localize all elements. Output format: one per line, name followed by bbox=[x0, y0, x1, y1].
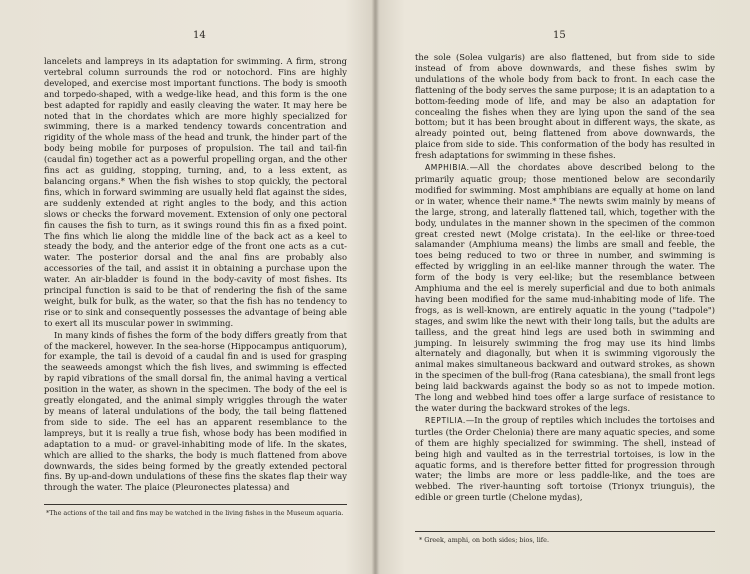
reptilia-section bbox=[415, 415, 715, 503]
amphibia-section bbox=[415, 162, 715, 414]
section-heading: AMPHIBIA. bbox=[425, 163, 470, 173]
body-text bbox=[415, 52, 715, 503]
page-number: 15 bbox=[553, 30, 566, 41]
paragraph: lancelets and lampreys in its adaptation for swimming. A firm, strong vertebral column surrounds the rod or notochord. Fins are highly developed, and exercise most important functions. The body is smooth and torpedo-shaped, with a wedge-like head, and this form is the one best adapted for rapidly and easily cleaving the water. It may here be noted that in the chordates which are more highly specialized for swimming, there is a marked tendency towards concentration and rigidity of the whole mass of the head and trunk, the hinder part of the body being mobile for purposes of propulsion. The tail and tail-fin (caudal fin) together act as a powerful propelling organ, and the other fins act as guiding, stopping, turning, and, to a less extent, as balancing organs.* When the fish wishes to stop quickly, the pectoral fins, which in forward swimming are usually held flat against the sides, are suddenly extended at right angles to the body, and this action slows or checks the forward movement. Extension of only one pectoral fin causes the fish to turn, as it swings round this fin as a fixed point. The fins which lie along the middle line of the back act as a keel to steady the body, and the anterior edge of the front one acts as a cut-water. The posterior dorsal and the anal fins are probably also accessories of the tail, and assist it in obtaining a purchase upon the water. An air-bladder is found in the body-cavity of most fishes. Its principal function is said to be that of rendering the fish of the same weight, bulk for bulk, as the water, so that the fish has no tendency to rise or to sink and consequently possesses the advantage of being able to exert all its muscular power in swimming. bbox=[44, 56, 347, 328]
paragraph: In many kinds of fishes the form of the body differs greatly from that of the mackerel, however. In the sea-horse (Hippocampus antiquorum), for example, the tail is devoid of a caudal fin and is used for grasping the seaweeds amongst which the fish lives, and swimming is effected by rapid vibrations of the small dorsal fin, the animal having a vertical position in the water, as shown in the specimen. The body of the eel is greatly elongated, and the animal simply wriggles through the water by means of lateral undulations of the body, the tail being flattened from side to side. The eel has an apparent resemblance to the lampreys, but it is really a true fish, whose body has been modified in adaptation to a mud- or gravel-inhabiting mode of life. In the skates, which are allied to the sharks, the body is much flattened from above downwards, the sides being formed by the greatly extended pectoral fins. By up-and-down undulations of these fins the skates flap their way through the water. The plaice (Pleuronectes platessa) and bbox=[44, 329, 347, 493]
section-text: —In the group of reptiles which includes the tortoises and turtles (the Order Chelonia) there are many aquatic species, and some of them are highly specialized for swimming. The shell, instead of being high and vaulted as in the terrestrial tortoises, is low in the aquatic forms, and is therefore better fitted for progression through water; the limbs are more or less paddle-like, and the toes are webbed. The river-haunting soft tortoise (Trionyx triunguis), the edible or green turtle (Chelone mydas), bbox=[415, 414, 715, 503]
paragraph: the sole (Solea vulgaris) are also flattened, but from side to side instead of from above downwards, and these fishes swim by undulations of the whole body from back to front. In each case the flattening of the body serves the same purpose; it is an adaptation to a bottom-feeding mode of life, and may be also an adaptation for concealing the fishes when they are lying upon the sand of the sea bottom; but it has been brought about in different ways, the skate, as already pointed out, being flattened from above downwards, the plaice from side to side. This conformation of the body has resulted in fresh adaptations for swimming in these fishes. bbox=[415, 52, 715, 161]
body-text bbox=[44, 56, 347, 493]
right-page bbox=[375, 0, 750, 574]
section-heading: REPTILIA. bbox=[425, 415, 466, 425]
page-number: 14 bbox=[193, 30, 206, 41]
footnote: * Greek, amphi, on both sides; bios, life. bbox=[419, 536, 549, 544]
footnote: *The actions of the tail and fins may be watched in the living fishes in the Museum aquaria. bbox=[46, 509, 344, 517]
footnote-divider bbox=[44, 504, 347, 505]
section-text: —All the chordates above described belong to the primarily aquatic group; those mentioned below are secondarily modified for swimming. Most amphibians are equally at home on land or in water, whence their name.* The newts swim mainly by means of the large, strong, and laterally flattened tail, which, together with the body, undulates in the manner shown in the specimen of the common great crested newt (Molge cristata). In the eel-like or three-toed salamander (Amphiuma means) the limbs are small and feeble, the toes being reduced to two or three in number, and swimming is effected by wriggling in an eel-like manner through the water. The form of the body is very eel-like; but the resemblance between Amphiuma and the eel is merely superficial and due to both animals having been modified for the same mud-inhabiting mode of life. The frogs, as is well-known, are entirely aquatic in the young ("tadpole") stages, and swim like the newt with their long tails, but the adults are tailless, and the great hind legs are used both in swimming and jumping. In leisurely swimming the frog may use its hind limbs alternately and diagonally, but when it is swimming vigorously the animal makes simultaneous backward and outward strokes, as shown in the specimen of the bull-frog (Rana catesbiana), the small front legs being laid backwards against the body so as not to impede motion. The long and webbed hind toes offer a large surface of resistance to the water during the backward strokes of the legs. bbox=[415, 162, 715, 413]
footnote-divider bbox=[415, 531, 715, 532]
